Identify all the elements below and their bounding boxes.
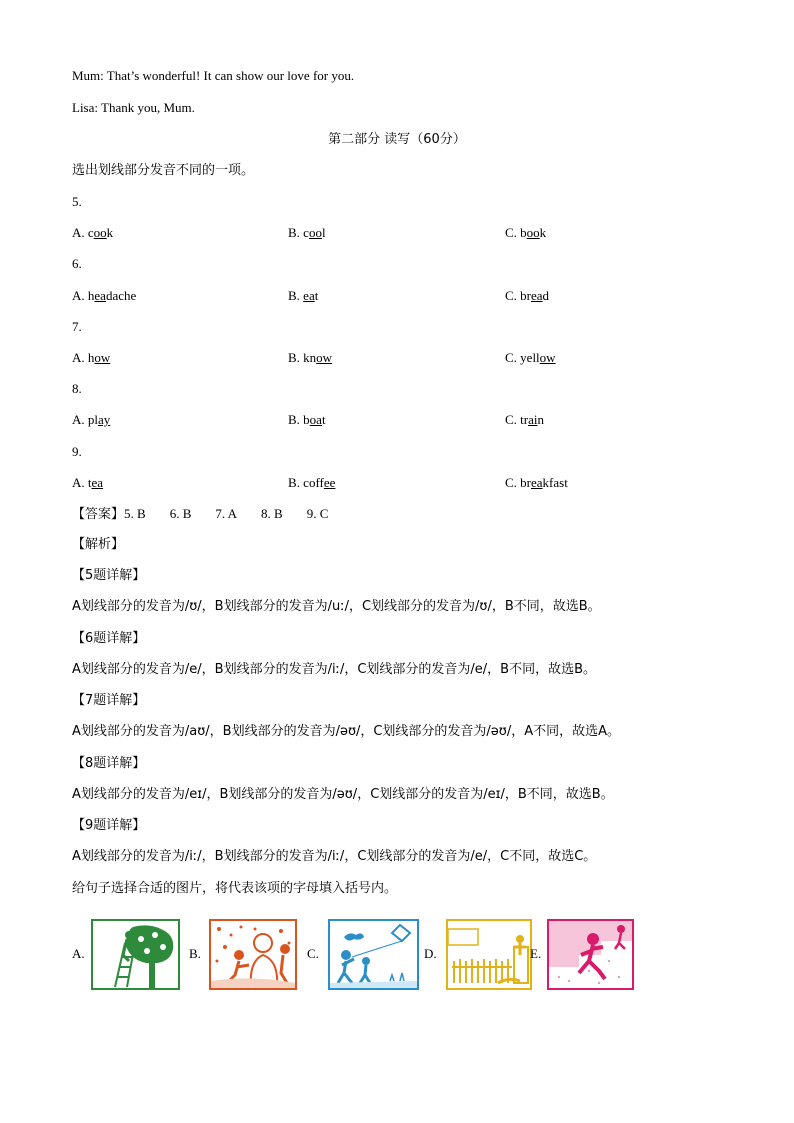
option-a[interactable]: A. how <box>72 350 111 365</box>
answer-item: 5. B <box>124 506 146 521</box>
detail-text: A划线部分的发音为/eɪ/，B划线部分的发音为/əʊ/，C划线部分的发音为/eɪ/，B不同，故选B。 <box>72 787 614 802</box>
flying-kite-picture[interactable] <box>328 919 419 990</box>
picture-label-c: C. <box>307 946 319 961</box>
question-number: 5. <box>72 194 82 209</box>
harvest-field-picture[interactable] <box>446 919 532 990</box>
instruction-pictures: 给句子选择合适的图片，将代表该项的字母填入括号内。 <box>72 881 398 896</box>
answer-item: 6. B <box>169 506 192 521</box>
analysis-label: 【解析】 <box>72 537 125 552</box>
detail-heading: 【7题详解】 <box>72 693 146 708</box>
snowman-picture[interactable] <box>209 919 297 990</box>
dialogue-line-1: Mum: That’s wonderful! It can show our love for you. <box>72 68 355 83</box>
detail-text: A划线部分的发音为/e/，B划线部分的发音为/iː/，C划线部分的发音为/e/，B不同，故选B。 <box>72 662 596 677</box>
option-b[interactable]: B. coffee <box>288 475 336 490</box>
option-a[interactable]: A. play <box>72 412 111 427</box>
answer-item: 8. B <box>261 506 283 521</box>
dialogue-line-2: Lisa: Thank you, Mum. <box>72 100 195 115</box>
climbing-hill-picture[interactable] <box>547 919 634 990</box>
answer-item: 9. C <box>306 506 329 521</box>
detail-text: A划线部分的发音为/ʊ/，B划线部分的发音为/uː/，C划线部分的发音为/ʊ/，B不同，故选B。 <box>72 599 601 614</box>
question-number: 9. <box>72 444 82 459</box>
picture-label-e: E. <box>530 946 542 961</box>
picture-label-d: D. <box>424 946 437 961</box>
option-c[interactable]: C. train <box>505 412 545 427</box>
picking-apples-picture[interactable] <box>91 919 180 990</box>
answer-item: 7. A <box>215 506 238 521</box>
option-c[interactable]: C. book <box>505 225 547 240</box>
question-number: 6. <box>72 256 82 271</box>
question-number: 7. <box>72 319 82 334</box>
option-a[interactable]: A. tea <box>72 475 104 490</box>
question-number: 8. <box>72 381 82 396</box>
answer-line <box>72 505 352 524</box>
detail-heading: 【9题详解】 <box>72 818 146 833</box>
detail-text: A划线部分的发音为/aʊ/，B划线部分的发音为/əʊ/，C划线部分的发音为/əʊ/，A不同，故选A。 <box>72 724 621 739</box>
detail-heading: 【6题详解】 <box>72 631 146 646</box>
picture-label-a: A. <box>72 946 85 961</box>
option-b[interactable]: B. boat <box>288 412 326 427</box>
option-b[interactable]: B. know <box>288 350 333 365</box>
option-a[interactable]: A. headache <box>72 288 137 303</box>
detail-text: A划线部分的发音为/iː/，B划线部分的发音为/iː/，C划线部分的发音为/e/，C不同，故选C。 <box>72 849 597 864</box>
instruction-pronunciation: 选出划线部分发音不同的一项。 <box>72 163 255 178</box>
option-b[interactable]: B. eat <box>288 288 319 303</box>
option-b[interactable]: B. cool <box>288 225 326 240</box>
option-c[interactable]: C. breakfast <box>505 475 568 490</box>
option-c[interactable]: C. bread <box>505 288 550 303</box>
picture-label-b: B. <box>189 946 201 961</box>
section-title: 第二部分 读写（60分） <box>328 132 466 147</box>
detail-heading: 【5题详解】 <box>72 568 146 583</box>
answer-label: 【答案】 <box>72 507 125 522</box>
option-a[interactable]: A. cook <box>72 225 114 240</box>
option-c[interactable]: C. yellow <box>505 350 556 365</box>
detail-heading: 【8题详解】 <box>72 756 146 771</box>
